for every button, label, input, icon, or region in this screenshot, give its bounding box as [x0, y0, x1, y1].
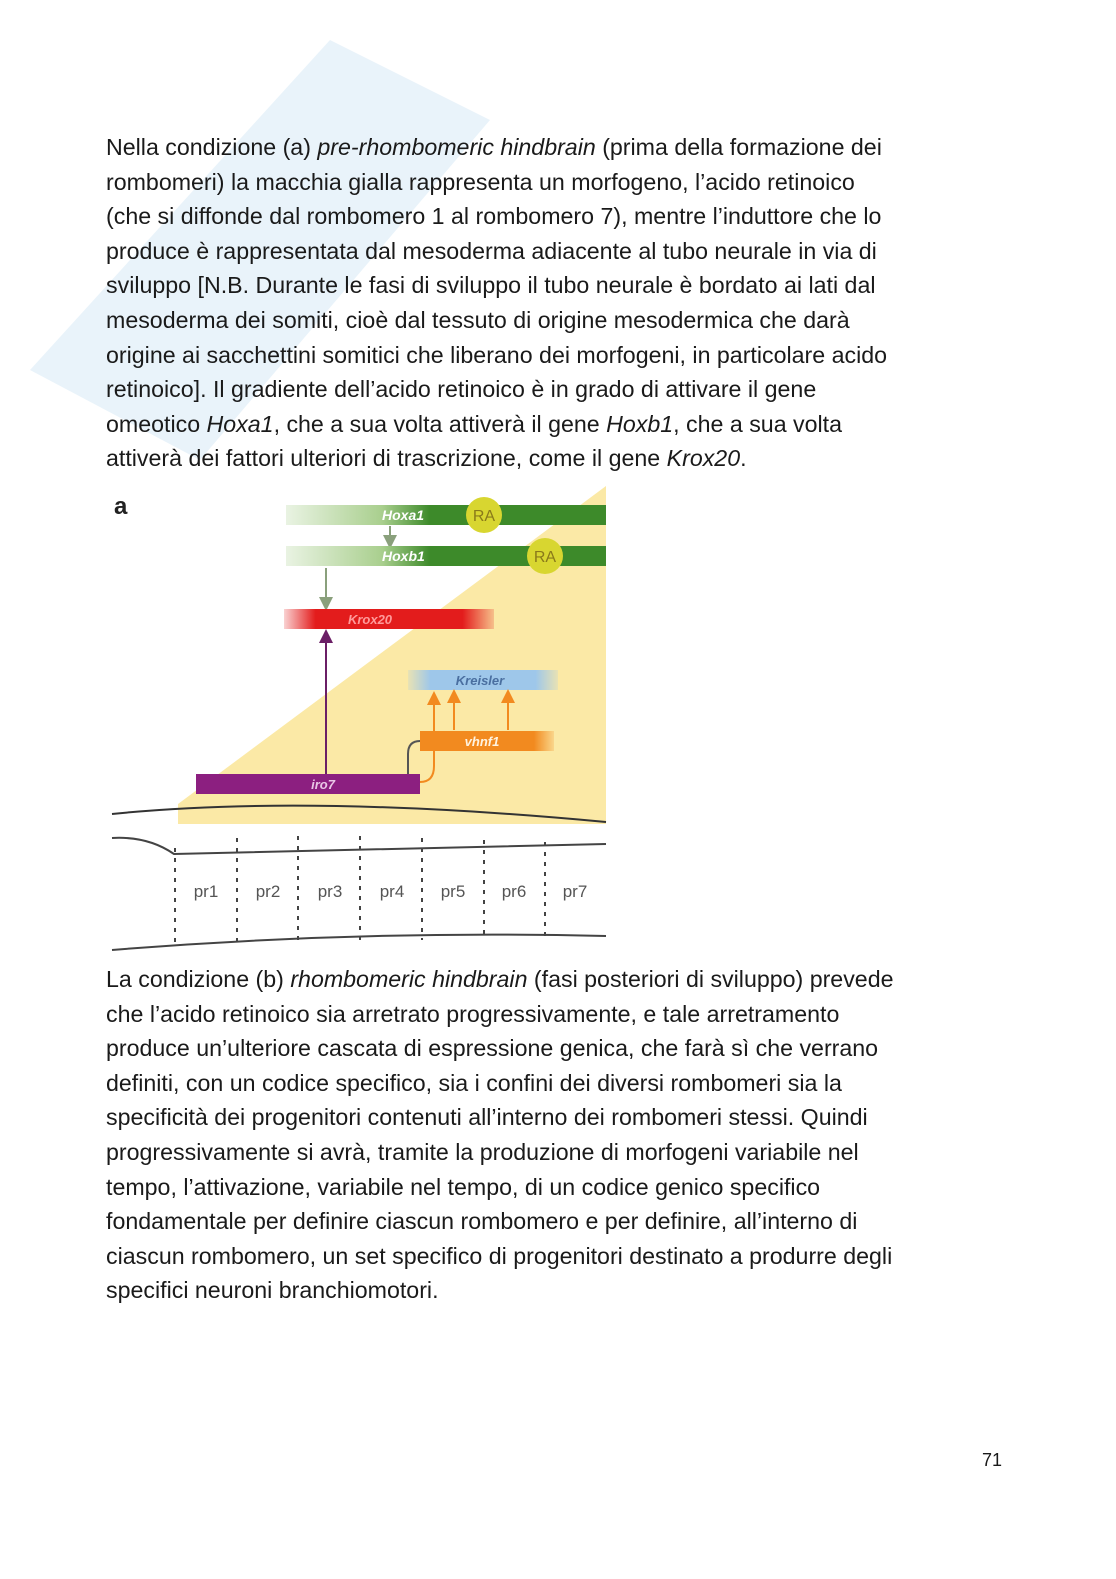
- segment-label-pr4: pr4: [379, 882, 405, 901]
- paragraph1-line: [106, 372, 1006, 407]
- segment-label-pr6: pr6: [501, 882, 527, 901]
- hoxb1-label: Hoxb1: [382, 548, 425, 564]
- text-run: produce è rappresentata dal mesoderma adiacente al tubo neurale in via di: [106, 237, 877, 264]
- paragraph2-line: [106, 1239, 1006, 1274]
- paragraph1-line: [106, 303, 1006, 338]
- paragraph2-line: [106, 1204, 1006, 1239]
- segment-labels: [194, 882, 588, 901]
- text-run: produce un’ulteriore cascata di espressione genica, che farà sì che verrano: [106, 1035, 879, 1062]
- hoxa1-label: Hoxa1: [382, 507, 425, 523]
- text-run: che l’acido retinoico sia arretrato progressivamente, e tale arretramento: [106, 1000, 840, 1027]
- paragraph1-line: [106, 199, 1006, 234]
- text-run: rombomeri) la macchia gialla rappresenta un morfogeno, l’acido retinoico: [106, 168, 855, 195]
- segment-label-pr3: pr3: [317, 882, 343, 901]
- paragraph-condition-b: [106, 962, 1006, 1308]
- kreisler-label: Kreisler: [455, 673, 505, 688]
- hoxa1-bar: [286, 505, 606, 525]
- paragraph1-line: [106, 268, 1006, 303]
- paragraph2-line: [106, 1273, 1006, 1308]
- paragraph2-line: [106, 1135, 1006, 1170]
- text-run: specifici neuroni branchiomotori.: [106, 1277, 439, 1304]
- segment-label-pr1: pr1: [193, 882, 219, 901]
- panel-label: a: [114, 493, 128, 520]
- neural-tube-upper-boundary: [112, 838, 606, 854]
- text-run: definiti, con un codice specifico, sia i confini dei diversi rombomeri sia la: [106, 1069, 842, 1096]
- paragraph1-line: [106, 165, 1006, 200]
- italic-term: Hoxa1: [206, 410, 274, 437]
- text-run: retinoico]. Il gradiente dell’acido retinoico è in grado di attivare il gene: [106, 376, 817, 403]
- segment-label-pr5: pr5: [440, 882, 466, 901]
- paragraph2-line: [106, 1066, 1006, 1101]
- italic-term: rhombomeric hindbrain: [290, 966, 528, 992]
- paragraph1-line: [106, 234, 1006, 269]
- segment-label-pr7: pr7: [562, 882, 588, 901]
- paragraph1-line: [106, 338, 1006, 373]
- text-run: specificità dei progenitori contenuti all’interno dei rombomeri stessi. Quindi: [106, 1104, 868, 1131]
- text-run: tempo, l’attivazione, variabile nel tempo, di un codice genico specifico: [106, 1173, 821, 1200]
- italic-term: Hoxb1: [606, 410, 674, 437]
- iro7-label: iro7: [311, 777, 335, 792]
- iro7-bar: [196, 774, 420, 794]
- paragraph1-line: [106, 441, 1006, 476]
- paragraph1-line: [106, 407, 1006, 442]
- text-run: attiverà dei fattori ulteriori di trascrizione, come il gene: [106, 445, 667, 472]
- krox20-label: Krox20: [347, 612, 393, 627]
- text-run: (fasi posteriori di sviluppo) prevede: [527, 966, 894, 992]
- text-run: origine ai sacchettini somitici che liberano dei morfogeni, in particolare acido: [106, 341, 888, 368]
- paragraph2-line: [106, 962, 1006, 997]
- italic-term: pre-rhombomeric hindbrain: [317, 134, 596, 160]
- vhnf1-label: vhnf1: [464, 734, 500, 749]
- figure-pre-rhombomeric-hindbrain: [108, 486, 614, 956]
- text-run: (prima della formazione dei: [595, 134, 882, 160]
- segment-label-pr2: pr2: [255, 882, 281, 901]
- text-run: ciascun rombomero, un set specifico di progenitori destinato a produrre degli: [106, 1242, 893, 1269]
- text-run: mesoderma dei somiti, cioè dal tessuto di origine mesodermica che darà: [106, 306, 850, 333]
- text-run: sviluppo [N.B. Durante le fasi di sviluppo il tubo neurale è bordato ai lati dal: [106, 272, 876, 299]
- text-run: progressivamente si avrà, tramite la produzione di morfogeni variabile nel: [106, 1138, 859, 1165]
- paragraph2-line: [106, 1170, 1006, 1205]
- paragraph2-line: [106, 997, 1006, 1032]
- page-number: 71: [982, 1450, 1003, 1470]
- paragraph2-line: [106, 1031, 1006, 1066]
- text-run: omeotico: [106, 410, 207, 437]
- text-run: Nella condizione (a): [106, 134, 318, 160]
- retinoic-acid-gradient: [178, 486, 606, 824]
- text-run: La condizione (b): [106, 966, 291, 992]
- paragraph2-line: [106, 1100, 1006, 1135]
- text-run: , che a sua volta: [673, 410, 843, 437]
- italic-term: Krox20: [666, 445, 741, 472]
- paragraph1-line: [106, 130, 1006, 165]
- text-run: (che si diffonde dal rombomero 1 al rombomero 7), mentre l’induttore che lo: [106, 203, 882, 230]
- paragraph-condition-a: [106, 130, 1006, 476]
- text-run: fondamentale per definire ciascun rombomero e per definire, all’interno di: [106, 1208, 858, 1235]
- ra-label-2: RA: [533, 549, 557, 566]
- ra-label-1: RA: [472, 508, 496, 525]
- text-run: , che a sua volta attiverà il gene: [273, 410, 607, 437]
- text-run: .: [740, 445, 747, 472]
